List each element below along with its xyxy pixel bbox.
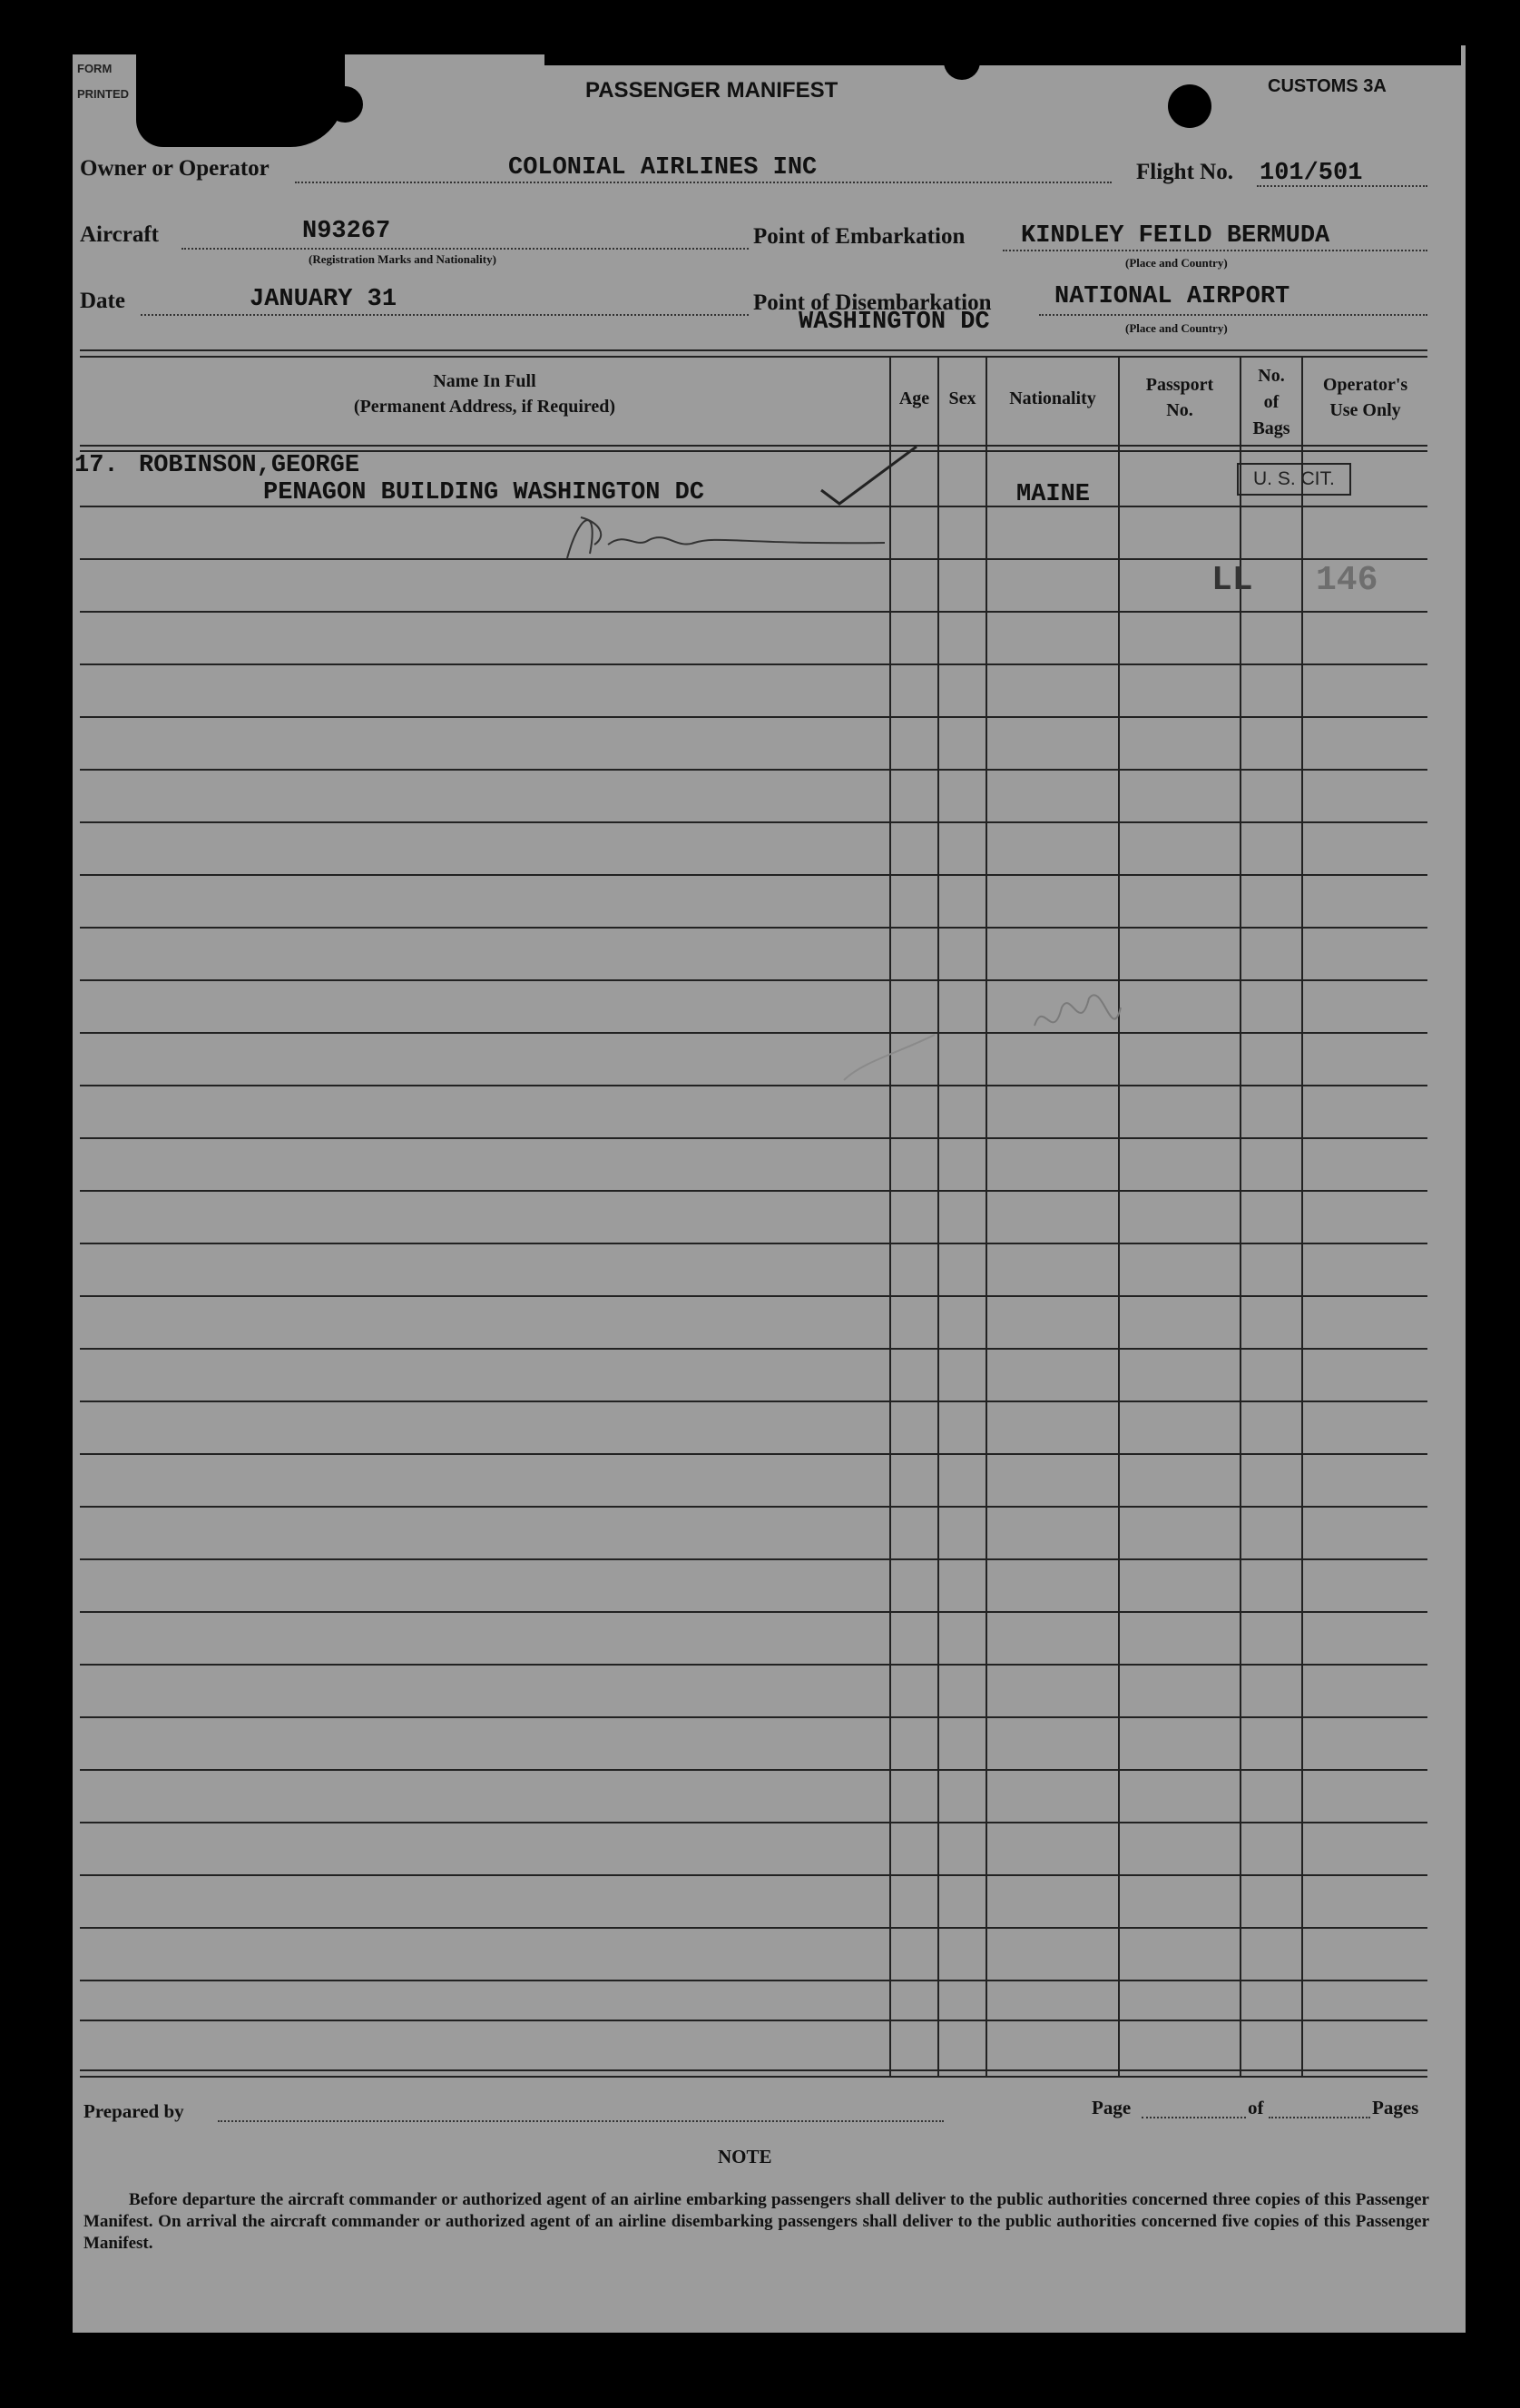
col-header-name-line1: Name In Full <box>433 371 536 391</box>
aircraft-label: Aircraft <box>80 222 159 247</box>
col-header-operator-line1: Operator's <box>1322 375 1408 395</box>
col-header-age: Age <box>898 388 930 408</box>
form-label: FORM <box>77 62 113 75</box>
page-dotted-line <box>1142 2117 1246 2118</box>
inspector-stamp-number: 146 <box>1316 561 1378 600</box>
owner-label: Owner or Operator <box>80 156 270 181</box>
entry-number: 17. <box>74 452 119 479</box>
flight-value: 101/501 <box>1260 160 1363 187</box>
passenger-nationality: MAINE <box>1016 481 1091 508</box>
printed-label: PRINTED <box>77 87 130 101</box>
owner-value: COLONIAL AIRLINES INC <box>508 154 818 182</box>
note-title: NOTE <box>718 2146 772 2167</box>
page-label: Page <box>1092 2097 1132 2118</box>
check-mark-icon <box>821 447 917 504</box>
disembark-value-airport: NATIONAL AIRPORT <box>1054 283 1290 310</box>
embark-caption: (Place and Country) <box>1125 256 1228 270</box>
flight-label: Flight No. <box>1136 160 1233 184</box>
prepared-by-dotted-line <box>218 2120 944 2122</box>
disembark-label: Point of Disembarkation <box>753 290 992 315</box>
col-header-bags-line3: Bags <box>1252 418 1290 438</box>
pages-label: Pages <box>1372 2097 1419 2118</box>
disembark-value-city: WASHINGTON DC <box>799 309 990 336</box>
pencil-initials <box>1035 995 1121 1026</box>
col-header-bags-line2: of <box>1263 392 1280 412</box>
prepared-by-label: Prepared by <box>83 2100 184 2122</box>
of-label: of <box>1248 2097 1264 2118</box>
aircraft-value: N93267 <box>302 218 391 245</box>
of-dotted-line <box>1269 2117 1370 2118</box>
embark-label: Point of Embarkation <box>753 224 966 249</box>
signature-scribble <box>567 517 885 558</box>
col-header-sex: Sex <box>948 388 976 408</box>
col-header-passport-line2: No. <box>1166 400 1193 420</box>
col-header-operator-line2: Use Only <box>1329 400 1401 420</box>
date-label: Date <box>80 289 125 313</box>
col-header-passport-line1: Passport <box>1145 375 1214 395</box>
customs-form-number: CUSTOMS 3A <box>1268 76 1387 96</box>
citizenship-stamp: U. S. CIT. <box>1237 463 1351 496</box>
passenger-name: ROBINSON,GEORGE <box>139 452 360 479</box>
col-header-bags-line1: No. <box>1258 366 1285 386</box>
inspector-stamp-letters: LL <box>1211 561 1253 600</box>
embark-value: KINDLEY FEILD BERMUDA <box>1021 222 1330 250</box>
date-value: JANUARY 31 <box>250 286 397 313</box>
col-header-nationality: Nationality <box>1009 388 1096 408</box>
note-text: Before departure the aircraft commander or authorized agent of an airline embarking passengers shall deliver to the public authorities concerned three copies of this Passenger Manifest. On arrival the aircraft commander or authorized agent of an airline disembarking passengers shall deliver to the public authorities concerned five copies of this Passenger Manifest. <box>83 2190 1429 2253</box>
aircraft-caption: (Registration Marks and Nationality) <box>309 252 496 266</box>
passenger-address: PENAGON BUILDING WASHINGTON DC <box>263 479 705 506</box>
pencil-stroke <box>844 1035 935 1080</box>
col-header-name-line2: (Permanent Address, if Required) <box>353 397 616 417</box>
page-title: PASSENGER MANIFEST <box>585 78 838 103</box>
disembark-caption: (Place and Country) <box>1125 321 1228 335</box>
